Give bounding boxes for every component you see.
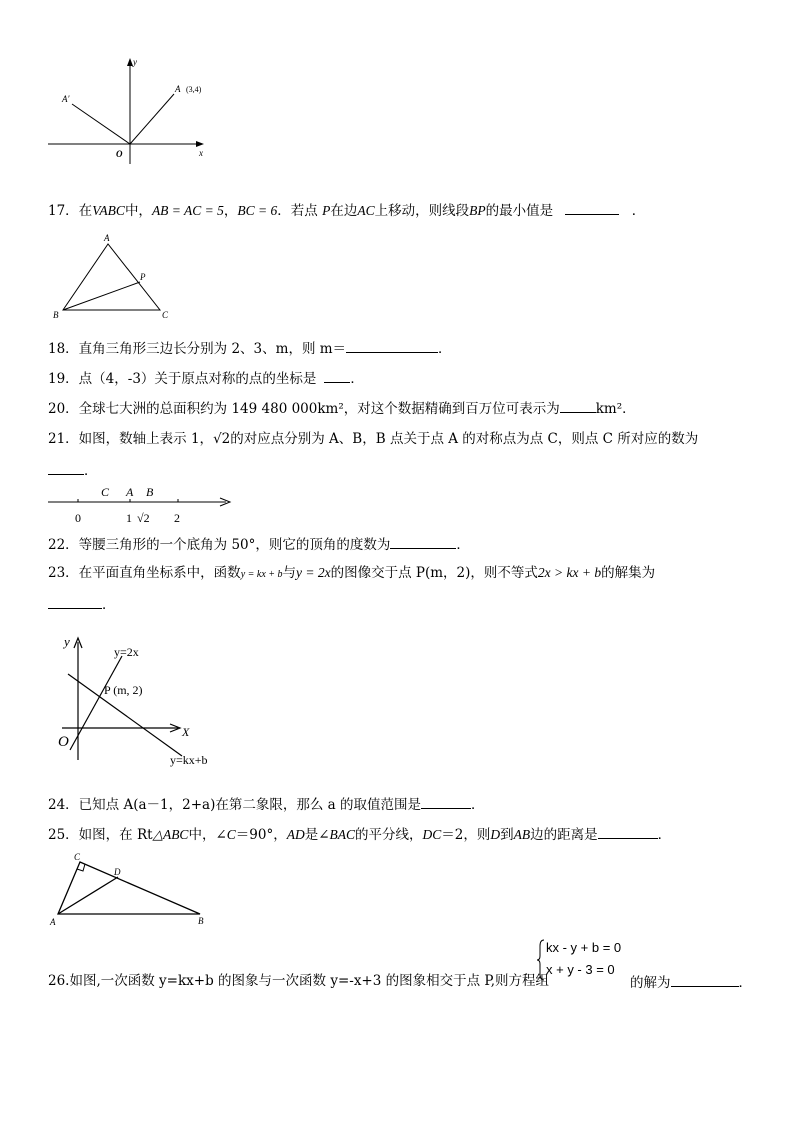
fig21-tick-1: 1 — [126, 511, 132, 525]
answer-blank-18[interactable] — [346, 338, 438, 353]
question-23-continued: ． — [48, 594, 116, 614]
fig16-a-coord: (3,4) — [186, 85, 202, 94]
question-17: 17．在VABC中，AB = AC = 5，BC = 6．若点 P在边AC上移动，则线段BP的最小值是 ． — [48, 200, 645, 220]
question-21: 21．如图，数轴上表示 1，√2的对应点分别为 A、B，B 点关于点 A 的对称点为点 C，则点 C 所对应的数为 — [48, 431, 699, 447]
fig21-a-label: A — [126, 485, 134, 499]
fig25-d-label: D — [114, 867, 121, 877]
question-21-continued: ． — [48, 460, 98, 480]
figure-25-right-triangle — [46, 850, 216, 930]
answer-blank-19[interactable] — [324, 368, 350, 383]
equation-system-brace — [536, 938, 546, 982]
fig25-a-label: A — [50, 917, 56, 927]
figure-23-function-graph — [50, 630, 230, 770]
question-23: 23．在平面直角坐标系中，函数y = kx + b与y = 2x的图像交于点 P(m，2)，则不等式2x > kx + b的解集为 — [48, 565, 656, 581]
equation-system-line-1: kx - y + b = 0 — [546, 940, 622, 955]
fig16-a-label: A — [175, 84, 181, 94]
answer-blank-22[interactable] — [390, 534, 456, 549]
figure-16-coordinate-graph — [44, 56, 214, 166]
answer-blank-17[interactable] — [565, 200, 619, 215]
fig23-o-label: O — [58, 734, 69, 750]
answer-blank-21[interactable] — [48, 460, 84, 475]
fig17-p-label: P — [140, 272, 146, 282]
question-25: 25．如图，在 Rt△ABC中，∠C＝90°，AD是∠BAC的平分线，DC＝2，则D到AB边的距离是 ． — [48, 824, 671, 844]
fig16-aprime-label: A′ — [62, 94, 70, 104]
fig17-c-label: C — [162, 310, 169, 320]
fig16-o-label: O — [116, 149, 123, 159]
equation-system-line-2: x + y - 3 = 0 — [546, 962, 615, 977]
question-20: 20．全球七大洲的总面积约为 149 480 000km²，对这个数据精确到百万位可表示为 km²． — [48, 398, 636, 418]
fig23-line1-label: y=2x — [114, 645, 139, 659]
question-19: 19．点（4，-3）关于原点对称的点的坐标是 ． — [48, 368, 364, 388]
figure-21-number-line — [46, 482, 236, 526]
fig16-x-label: x — [199, 148, 203, 158]
question-18: 18．直角三角形三边长分别为 2、3、m，则 m＝ ． — [48, 338, 452, 358]
fig21-tick-2: 2 — [174, 511, 180, 525]
fig25-b-label: B — [198, 916, 204, 926]
fig21-tick-sqrt2: √2 — [137, 511, 150, 525]
question-22: 22．等腰三角形的一个底角为 50°，则它的顶角的度数为 ． — [48, 534, 470, 554]
fig21-c-label: C — [101, 485, 110, 499]
answer-blank-20[interactable] — [560, 398, 596, 413]
question-26-answer: 的解为 ． — [630, 972, 752, 992]
question-24: 24．已知点 A(a－1，2+a)在第二象限，那么 a 的取值范围是 ． — [48, 794, 484, 814]
sqrt2-symbol: √2 — [213, 431, 231, 447]
fig21-b-label: B — [146, 485, 154, 499]
fig23-y-label: y — [64, 634, 70, 649]
answer-blank-25[interactable] — [598, 824, 658, 839]
answer-blank-24[interactable] — [421, 794, 471, 809]
question-26: 26.如图,一次函数 y=kx+b 的图象与一次函数 y=-x+3 的图象相交于点 P,则方程组 — [48, 973, 550, 989]
fig23-x-label: X — [182, 725, 190, 739]
answer-blank-26[interactable] — [671, 972, 739, 987]
fig17-b-label: B — [53, 310, 59, 320]
fig25-c-label: C — [74, 852, 81, 862]
fig21-tick-0: 0 — [75, 511, 81, 525]
fig16-y-label: y — [133, 57, 137, 67]
fig23-line2-label: y=kx+b — [170, 753, 208, 767]
fig23-p-label: P (m, 2) — [104, 683, 143, 697]
figure-17-triangle — [50, 232, 180, 322]
answer-blank-23[interactable] — [48, 594, 102, 609]
fig17-a-label: A — [104, 233, 110, 243]
